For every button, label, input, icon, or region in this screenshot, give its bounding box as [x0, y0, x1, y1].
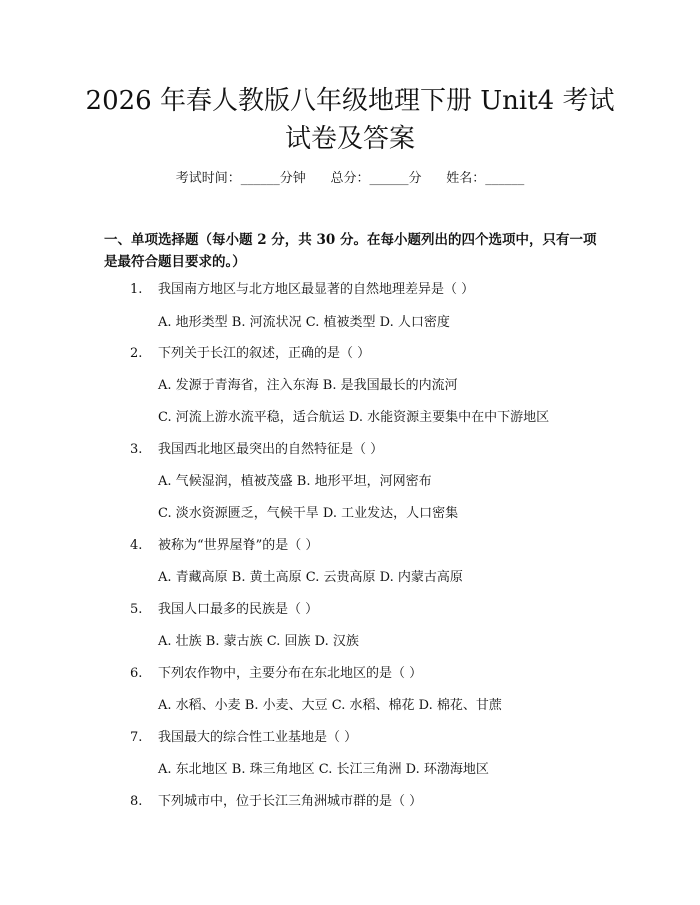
- question-number: 1.: [130, 282, 143, 297]
- question-stem: [130, 793, 422, 811]
- question-text: 我国人口最多的民族是（ ）: [158, 602, 319, 617]
- question-stem: [130, 729, 357, 747]
- question-options: C. 河流上游水流平稳，适合航运 D. 水能资源主要集中在中下游地区: [158, 410, 550, 425]
- question-number: 8.: [130, 794, 143, 809]
- question-number: 5.: [130, 602, 143, 617]
- question-text: 下列关于长江的叙述，正确的是（ ）: [158, 346, 371, 361]
- question-text: 被称为“世界屋脊”的是（ ）: [158, 538, 319, 553]
- question-options: A. 地形类型 B. 河流状况 C. 植被类型 D. 人口密度: [158, 315, 450, 330]
- question-options: C. 淡水资源匮乏，气候干旱 D. 工业发达，人口密集: [158, 506, 459, 521]
- question-number: 4.: [130, 538, 143, 553]
- question-text: 下列城市中，位于长江三角洲城市群的是（ ）: [158, 794, 423, 809]
- exam-meta-line: 考试时间：______分钟 总分：______分 姓名：______: [175, 171, 525, 186]
- section-heading-line1: 一、单项选择题（每小题 2 分，共 30 分。在每小题列出的四个选项中，只有一项: [104, 232, 597, 248]
- question-stem: [130, 601, 318, 619]
- question-text: 我国南方地区与北方地区最显著的自然地理差异是（ ）: [158, 282, 475, 297]
- question-options: A. 水稻、小麦 B. 小麦、大豆 C. 水稻、棉花 D. 棉花、甘蔗: [158, 698, 502, 713]
- question-text: 下列农作物中，主要分布在东北地区的是（ ）: [158, 666, 423, 681]
- question-options: A. 发源于青海省，注入东海 B. 是我国最长的内流河: [158, 378, 458, 393]
- question-text: 我国最大的综合性工业基地是（ ）: [158, 730, 358, 745]
- exam-title: [60, 82, 640, 158]
- question-text: 我国西北地区最突出的自然特征是（ ）: [158, 442, 384, 457]
- question-stem: [130, 537, 318, 555]
- question-options: A. 青藏高原 B. 黄土高原 C. 云贵高原 D. 内蒙古高原: [158, 570, 463, 585]
- exam-title-line2: 试卷及答案: [284, 124, 415, 154]
- question-number: 6.: [130, 666, 143, 681]
- question-options: A. 东北地区 B. 珠三角地区 C. 长江三角洲 D. 环渤海地区: [158, 762, 489, 777]
- section-heading-line2: 是最符合题目要求的。）: [104, 254, 246, 270]
- question-stem: [130, 281, 474, 299]
- question-number: 7.: [130, 730, 143, 745]
- question-number: 3.: [130, 442, 143, 457]
- exam-title-line1: 2026 年春人教版八年级地理下册 Unit4 考试: [85, 86, 615, 116]
- question-stem: [130, 665, 422, 683]
- question-options: A. 气候湿润，植被茂盛 B. 地形平坦，河网密布: [158, 474, 432, 489]
- question-stem: [130, 441, 383, 459]
- question-number: 2.: [130, 346, 143, 361]
- question-stem: [130, 345, 370, 363]
- section-heading: [104, 229, 604, 273]
- question-options: A. 壮族 B. 蒙古族 C. 回族 D. 汉族: [158, 634, 359, 649]
